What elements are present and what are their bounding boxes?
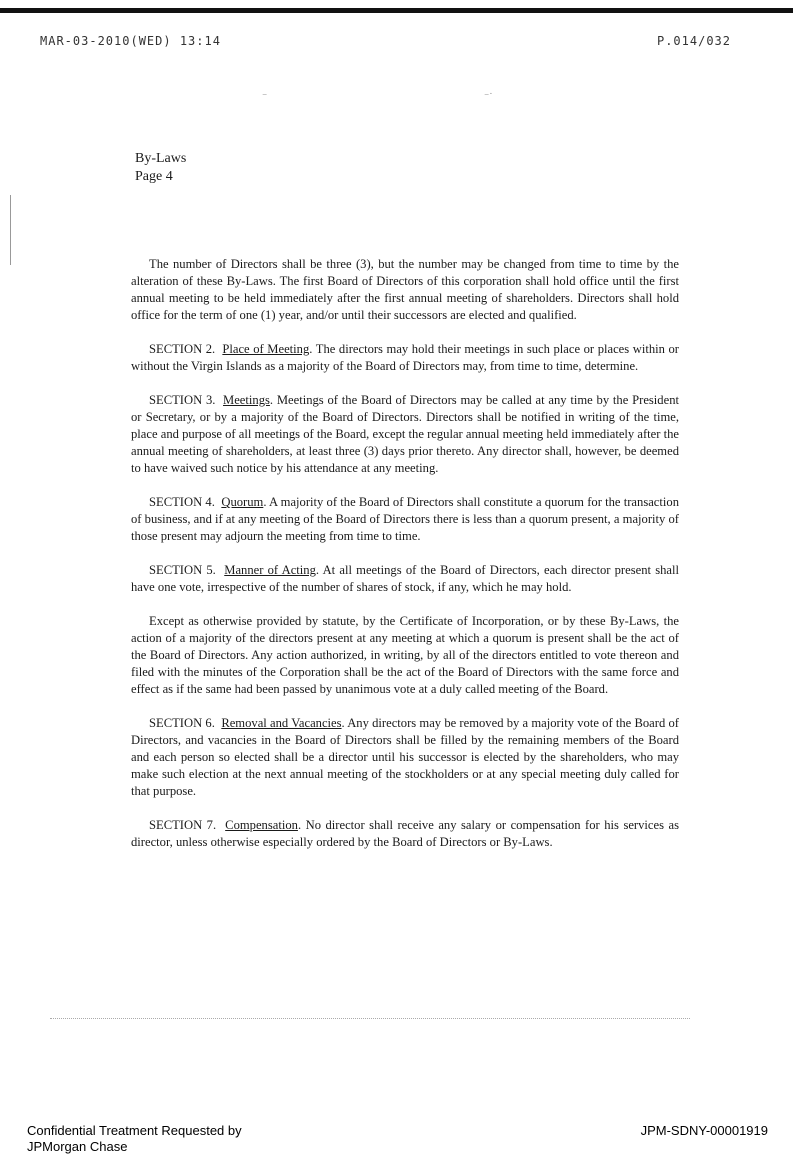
scan-edge-mark: [10, 195, 11, 265]
paragraph-section-6: SECTION 6. Removal and Vacancies. Any directors may be removed by a majority vote of the Board of Directors, and vacancies in the Board of Directors shall be filled by the remaining members of the Board and each person so elected shall be a director until his successor is elected by the shareholders, who may make such election at the next annual meeting of the stockholders or at any special meeting duly called for that purpose.: [131, 716, 679, 798]
document-heading: [135, 150, 186, 186]
section-heading: Manner of Acting: [224, 563, 316, 577]
paragraph-section-3: SECTION 3. Meetings. Meetings of the Board of Directors may be called at any time by the President or Secretary, or by a majority of the Board of Directors. Directors shall be notified in writing of the time, place and purpose of all meetings of the Board, except the regular annual meeting held immediately after the annual meeting of shareholders, at least three (3) days prior thereto. Any director shall, however, be deemed to have waived such notice by his attendance at any meeting.: [131, 393, 679, 475]
section-heading: Quorum: [221, 495, 264, 509]
paragraph-majority-action: Except as otherwise provided by statute, by the Certificate of Incorporation, or by these By-Laws, the action of a majority of the directors present at any meeting at which a quorum is present shall be the act of the Board of Directors. Any action authorized, in writing, by all of the directors entitled to vote thereon and filed with the minutes of the Corporation shall be the act of the Board of Directors with the same force and effect as if the same had been passed by unanimous vote at a duly called meeting of the Board.: [131, 614, 679, 696]
paragraph-section-5: SECTION 5. Manner of Acting. At all meetings of the Board of Directors, each director present shall have one vote, irrespective of the number of shares of stock, if any, which he may hold.: [131, 563, 679, 594]
section-heading: Place of Meeting: [222, 342, 310, 356]
scan-artifact-line: [50, 1018, 690, 1020]
section-heading: Compensation: [225, 818, 298, 832]
section-heading: Removal and Vacancies: [221, 716, 342, 730]
fax-timestamp: MAR-03-2010(WED) 13:14: [40, 34, 221, 48]
section-heading: Meetings: [223, 393, 270, 407]
paragraph-section-7: SECTION 7. Compensation. No director shall receive any salary or compensation for his services as director, unless otherwise especially ordered by the Board of Directors or By-Laws.: [131, 818, 680, 849]
page-label: Page 4: [135, 169, 173, 184]
paragraph-section-2: SECTION 2. Place of Meeting. The directors may hold their meetings in such place or places within or without the Virgin Islands as a majority of the Board of Directors may, from time to time, determine.: [131, 342, 679, 373]
fax-top-border: [0, 8, 793, 13]
bates-number: JPM-SDNY-00001919: [640, 1123, 768, 1138]
scan-speck: ⁻: [262, 92, 268, 103]
document-body: [131, 256, 679, 868]
paragraph-directors-number: The number of Directors shall be three (3), but the number may be changed from time to time by the alteration of these By-Laws. The first Board of Directors of this corporation shall hold office until the first annual meeting to be held immediately after the first annual meeting of shareholders. Directors shall hold office for the term of one (1) year, and/or until their successors are elected and qualified.: [131, 257, 679, 322]
document-title: By-Laws: [135, 151, 187, 166]
fax-header: [40, 34, 731, 48]
scan-speck: ⁻˙: [484, 92, 493, 103]
fax-page-number: P.014/032: [656, 34, 731, 48]
confidentiality-notice: Confidential Treatment Requested by JPMorgan Chase: [27, 1123, 242, 1154]
paragraph-section-4: SECTION 4. Quorum. A majority of the Board of Directors shall constitute a quorum for the transaction of business, and if at any meeting of the Board of Directors there is less than a quorum present, a majority of those present may adjourn the meeting from time to time.: [131, 495, 679, 543]
